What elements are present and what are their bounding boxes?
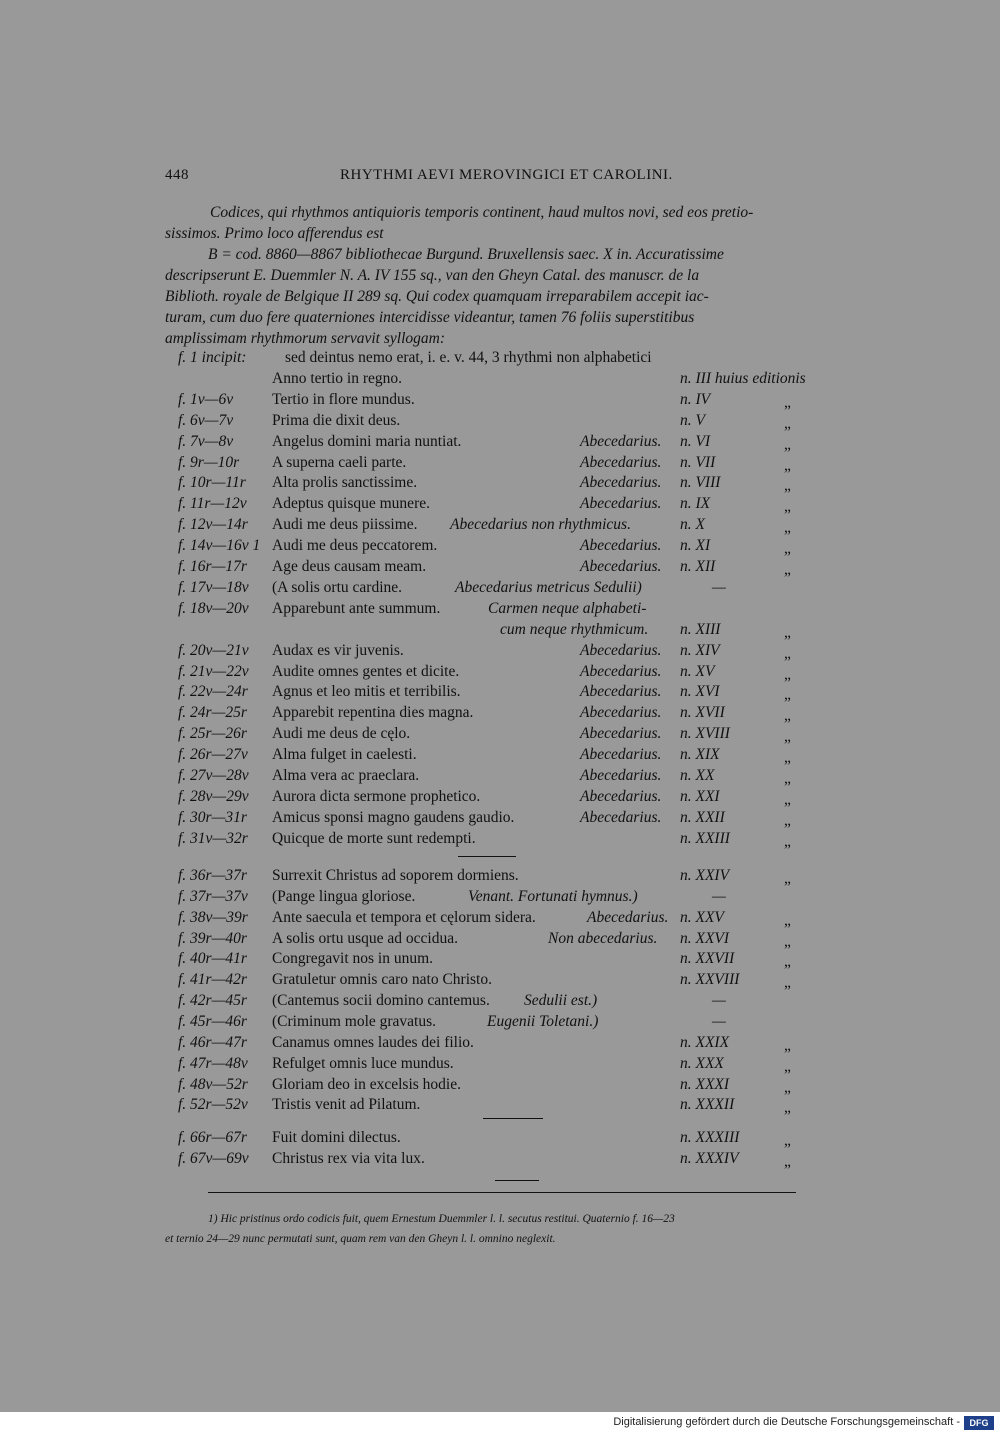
intro-line: B = cod. 8860—8867 bibliothecae Burgund. Bruxellensis saec. X in. Accuratissime — [208, 246, 724, 263]
ditto-mark: „ — [784, 728, 791, 746]
rhythm-incipit: Apparebunt ante summum. — [272, 599, 441, 617]
codex-note: Abecedarius. — [580, 787, 662, 805]
ditto-mark: „ — [784, 477, 791, 495]
dfg-logo: DFG — [964, 1416, 994, 1430]
folio-range: f. 18v—20v — [178, 599, 249, 617]
ditto-mark: „ — [784, 707, 791, 725]
folio-range: f. 1 incipit: — [178, 349, 247, 366]
folio-range: f. 25r—26r — [178, 725, 247, 743]
edition-number: n. XXIV — [680, 867, 730, 884]
rhythm-incipit: Audite omnes gentes et dicite. — [272, 662, 460, 680]
ditto-mark: „ — [784, 953, 791, 971]
edition-number: n. IV — [680, 390, 711, 408]
intro-line: amplissimam rhythmorum servavit syllogam: — [165, 330, 445, 347]
rhythm-incipit: (Pange lingua gloriose. — [272, 887, 416, 905]
edition-number: n. XXI — [680, 787, 720, 805]
codex-note: Sedulii est.) — [524, 992, 598, 1010]
folio-range: f. 67v—69v — [178, 1150, 249, 1167]
ditto-mark: „ — [784, 644, 791, 662]
ditto-mark: „ — [784, 686, 791, 704]
rhythm-incipit: Surrexit Christus ad soporem dormiens. — [272, 867, 519, 884]
edition-number: n. XI — [680, 537, 711, 555]
edition-number: n. XII — [680, 558, 716, 575]
rhythm-incipit: sed deintus nemo erat, i. e. v. 44, 3 rhythmi non alphabetici — [285, 349, 652, 366]
rhythm-incipit: Age deus causam meam. — [272, 558, 427, 575]
codex-note: Abecedarius. — [580, 641, 662, 659]
rhythm-incipit: (Criminum mole gravatus. — [272, 1012, 437, 1030]
edition-number: n. X — [680, 516, 705, 534]
codex-note: Abecedarius metricus Sedulii) — [455, 578, 642, 596]
edition-number: n. XVI — [680, 683, 720, 701]
ditto-mark: „ — [784, 1057, 791, 1075]
edition-number: n. XXXII — [680, 1096, 735, 1114]
codex-note: Abecedarius. — [580, 537, 662, 555]
ditto-mark: „ — [784, 911, 791, 929]
edition-number: n. III huius editionis — [680, 369, 806, 387]
rhythm-incipit: Alma vera ac praeclara. — [272, 767, 420, 784]
folio-range: f. 28v—29v — [178, 787, 249, 805]
edition-number: n. XXVIII — [680, 971, 740, 989]
folio-range: f. 38v—39r — [178, 908, 248, 926]
edition-number: n. XXIX — [680, 1033, 730, 1051]
folio-range: f. 7v—8v — [178, 432, 234, 450]
folio-range: f. 14v—16v 1 — [178, 537, 261, 555]
folio-range: f. 40r—41r — [178, 950, 247, 968]
edition-number: n. XXXIV — [680, 1150, 739, 1167]
ditto-mark: „ — [784, 435, 791, 453]
ditto-mark: „ — [784, 414, 791, 432]
ditto-mark: „ — [784, 540, 791, 558]
section-divider — [495, 1180, 539, 1181]
codex-note: Abecedarius. — [580, 683, 662, 701]
codex-note: Abecedarius. — [580, 662, 662, 680]
edition-number: n. XXXI — [680, 1075, 730, 1093]
codex-note: Abecedarius. — [580, 808, 662, 826]
edition-number: n. XIII — [680, 620, 721, 638]
edition-number: n. XV — [680, 662, 715, 680]
rhythm-incipit: Quicque de morte sunt redempti. — [272, 829, 476, 847]
codex-note: Non abecedarius. — [548, 929, 658, 947]
rhythm-incipit: Christus rex via vita lux. — [272, 1150, 425, 1167]
section-divider — [483, 1118, 543, 1119]
footnote-rule — [208, 1192, 796, 1193]
ditto-mark: „ — [784, 870, 791, 887]
ditto-mark: „ — [784, 832, 791, 850]
folio-range: f. 41r—42r — [178, 971, 247, 989]
rhythm-incipit: (A solis ortu cardine. — [272, 578, 403, 596]
codex-note: Abecedarius. — [580, 767, 662, 784]
edition-number: — — [712, 992, 726, 1010]
rhythm-incipit: Gloriam deo in excelsis hodie. — [272, 1075, 461, 1093]
edition-number: n. VIII — [680, 474, 721, 492]
edition-number: n. VI — [680, 432, 711, 450]
edition-number: n. IX — [680, 495, 711, 513]
codex-note: Abecedarius. — [580, 474, 662, 492]
rhythm-incipit: Aurora dicta sermone prophetico. — [272, 787, 481, 805]
edition-number: n. XXX — [680, 1054, 724, 1072]
folio-range: f. 17v—18v — [178, 578, 249, 596]
ditto-mark: „ — [784, 393, 791, 411]
funding-note: Digitalisierung gefördert durch die Deutsche Forschungsgemeinschaft - — [613, 1416, 960, 1428]
folio-range: f. 42r—45r — [178, 992, 247, 1010]
ditto-mark: „ — [784, 498, 791, 516]
ditto-mark: „ — [784, 1036, 791, 1054]
edition-number: n. V — [680, 411, 705, 429]
section-divider — [458, 856, 516, 857]
edition-number: n. VII — [680, 453, 716, 471]
rhythm-incipit: Refulget omnis luce mundus. — [272, 1054, 454, 1072]
rhythm-incipit: Congregavit nos in unum. — [272, 950, 434, 968]
folio-range: f. 16r—17r — [178, 558, 247, 575]
edition-number: n. XXV — [680, 908, 724, 926]
folio-range: f. 39r—40r — [178, 929, 247, 947]
rhythm-incipit: Angelus domini maria nuntiat. — [272, 432, 462, 450]
codex-note: Abecedarius non rhythmicus. — [450, 516, 631, 534]
rhythm-incipit: Gratuletur omnis caro nato Christo. — [272, 971, 492, 989]
intro-line: descripserunt E. Duemmler N. A. IV 155 sq., van den Gheyn Catal. des manuscr. de la — [165, 267, 700, 284]
folio-range: f. 24r—25r — [178, 704, 247, 722]
folio-range: f. 26r—27v — [178, 746, 248, 764]
folio-range: f. 48v—52r — [178, 1075, 248, 1093]
folio-range: f. 22v—24r — [178, 683, 248, 701]
rhythm-incipit: Amicus sponsi magno gaudens gaudio. — [272, 808, 515, 826]
rhythm-incipit: (Cantemus socii domino cantemus. — [272, 992, 490, 1010]
ditto-mark: „ — [784, 932, 791, 950]
rhythm-incipit: Tristis venit ad Pilatum. — [272, 1096, 421, 1114]
ditto-mark: „ — [784, 561, 791, 578]
codex-note: Abecedarius. — [580, 558, 662, 575]
folio-range: f. 30r—31r — [178, 808, 247, 826]
rhythm-incipit: Audi me deus piissime. — [272, 516, 418, 534]
rhythm-incipit: Canamus omnes laudes dei filio. — [272, 1033, 474, 1051]
folio-range: f. 46r—47r — [178, 1033, 247, 1051]
rhythm-incipit: A superna caeli parte. — [272, 453, 407, 471]
edition-number: n. XXXIII — [680, 1129, 740, 1146]
folio-range: f. 37r—37v — [178, 887, 248, 905]
edition-number: n. XVII — [680, 704, 725, 722]
intro-line: sissimos. Primo loco afferendus est — [165, 225, 384, 242]
ditto-mark: „ — [784, 519, 791, 537]
rhythm-incipit: Anno tertio in regno. — [272, 369, 403, 387]
edition-number: n. XIX — [680, 746, 720, 764]
edition-number: n. XXII — [680, 808, 725, 826]
intro-line: Biblioth. royale de Belgique II 289 sq. Qui codex quamquam irreparabilem accepit iac- — [165, 288, 709, 305]
codex-note: Abecedarius. — [587, 908, 669, 926]
rhythm-incipit: Apparebit repentina dies magna. — [272, 704, 474, 722]
ditto-mark: „ — [784, 1078, 791, 1096]
codex-note: cum neque rhythmicum. — [500, 620, 649, 638]
ditto-mark: „ — [784, 1153, 791, 1170]
codex-note: Eugenii Toletani.) — [487, 1012, 599, 1030]
ditto-mark: „ — [784, 1099, 791, 1117]
codex-note: Abecedarius. — [580, 432, 662, 450]
edition-number: n. XXVI — [680, 929, 730, 947]
footer-bar — [0, 1412, 1000, 1434]
codex-note: Abecedarius. — [580, 453, 662, 471]
ditto-mark: „ — [784, 770, 791, 787]
ditto-mark: „ — [784, 456, 791, 474]
codex-note: Abecedarius. — [580, 495, 662, 513]
edition-number: n. XVIII — [680, 725, 730, 743]
rhythm-incipit: Adeptus quisque munere. — [272, 495, 430, 513]
folio-range: f. 36r—37r — [178, 867, 247, 884]
codex-note: Abecedarius. — [580, 725, 662, 743]
folio-range: f. 66r—67r — [178, 1129, 247, 1146]
rhythm-incipit: Agnus et leo mitis et terribilis. — [272, 683, 461, 701]
rhythm-incipit: Ante saecula et tempora et cęlorum sidera. — [272, 908, 536, 926]
intro-line: Codices, qui rhythmos antiquioris temporis continent, haud multos novi, sed eos pretio- — [210, 204, 754, 221]
folio-range: f. 52r—52v — [178, 1096, 248, 1114]
folio-range: f. 27v—28v — [178, 767, 249, 784]
folio-range: f. 31v—32r — [178, 829, 248, 847]
rhythm-incipit: Prima die dixit deus. — [272, 411, 401, 429]
rhythm-incipit: A solis ortu usque ad occidua. — [272, 929, 458, 947]
folio-range: f. 12v—14r — [178, 516, 248, 534]
folio-range: f. 21v—22v — [178, 662, 249, 680]
folio-range: f. 9r—10r — [178, 453, 240, 471]
edition-number: n. XXIII — [680, 829, 730, 847]
codex-note: Abecedarius. — [580, 746, 662, 764]
edition-number: — — [712, 578, 726, 596]
rhythm-incipit: Tertio in flore mundus. — [272, 390, 415, 408]
codex-note: Venant. Fortunati hymnus.) — [468, 887, 638, 905]
ditto-mark: „ — [784, 665, 791, 683]
rhythm-incipit: Alta prolis sanctissime. — [272, 474, 418, 492]
folio-range: f. 11r—12v — [178, 495, 247, 513]
ditto-mark: „ — [784, 623, 791, 641]
edition-number: — — [712, 887, 726, 905]
codex-note: Abecedarius. — [580, 704, 662, 722]
edition-number: n. XIV — [680, 641, 720, 659]
rhythm-incipit: Fuit domini dilectus. — [272, 1129, 401, 1146]
rhythm-incipit: Audax es vir juvenis. — [272, 641, 404, 659]
rhythm-incipit: Alma fulget in caelesti. — [272, 746, 417, 764]
running-title: RHYTHMI AEVI MEROVINGICI ET CAROLINI. — [340, 167, 673, 183]
intro-line: turam, cum duo fere quaterniones intercidisse videantur, tamen 76 foliis superstitibus — [165, 309, 695, 326]
ditto-mark: „ — [784, 749, 791, 767]
ditto-mark: „ — [784, 790, 791, 808]
folio-range: f. 47r—48v — [178, 1054, 248, 1072]
edition-number: — — [712, 1012, 726, 1030]
folio-range: f. 6v—7v — [178, 411, 234, 429]
edition-number: n. XX — [680, 767, 715, 784]
folio-range: f. 1v—6v — [178, 390, 234, 408]
footnote-line: et ternio 24—29 nunc permutati sunt, quam rem van den Gheyn l. l. omnino neglexit. — [165, 1233, 556, 1245]
page-number: 448 — [165, 167, 189, 183]
rhythm-incipit: Audi me deus de cęlo. — [272, 725, 411, 743]
footnote-line: 1) Hic pristinus ordo codicis fuit, quem Ernestum Duemmler l. l. secutus restitui. Quaternio f. 16—23 — [208, 1213, 675, 1225]
folio-range: f. 10r—11r — [178, 474, 246, 492]
folio-range: f. 45r—46r — [178, 1012, 247, 1030]
ditto-mark: „ — [784, 974, 791, 992]
ditto-mark: „ — [784, 811, 791, 829]
ditto-mark: „ — [784, 1132, 791, 1149]
edition-number: n. XXVII — [680, 950, 735, 968]
codex-note: Carmen neque alphabeti- — [488, 599, 647, 617]
folio-range: f. 20v—21v — [178, 641, 249, 659]
rhythm-incipit: Audi me deus peccatorem. — [272, 537, 438, 555]
